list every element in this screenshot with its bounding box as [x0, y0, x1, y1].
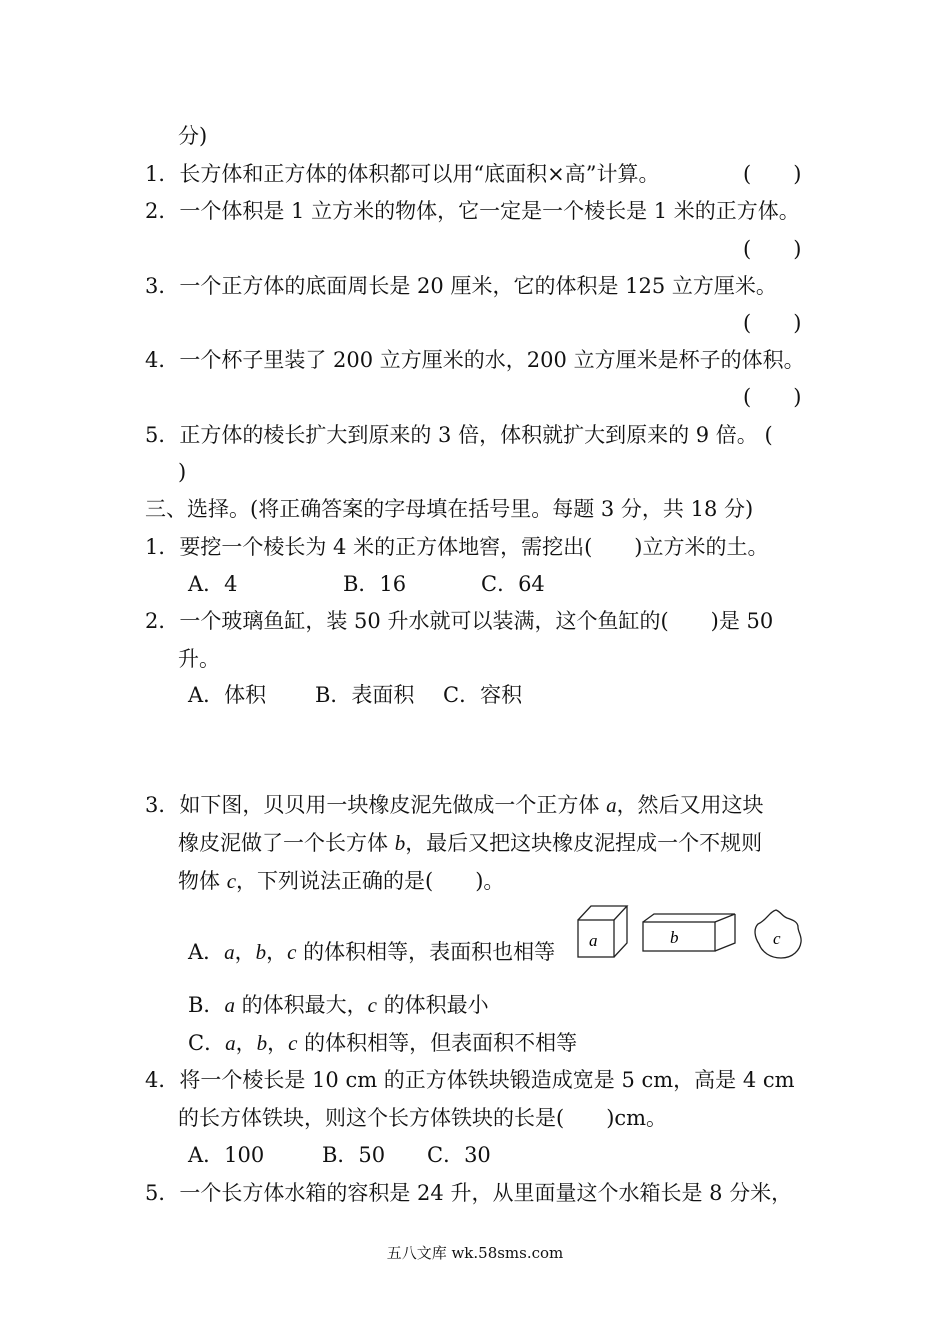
label-c: c [773, 929, 781, 948]
question-number: 2． [145, 199, 180, 223]
question-text: 一个玻璃鱼缸，装 50 升水就可以装满，这个鱼缸的( )是 50 [179, 609, 774, 633]
question-number: 1． [145, 162, 180, 186]
question-number: 4． [145, 348, 180, 372]
question-text: ，然后又用这块 [616, 793, 764, 817]
answer-paren: ( ) [743, 311, 802, 335]
answer-paren: ( ) [743, 162, 802, 186]
question-text: 一个正方体的底面周长是 20 厘米，它的体积是 125 立方厘米。 [179, 274, 777, 298]
separator: ， [267, 1031, 289, 1055]
option-b: B．50 [322, 1143, 386, 1167]
option-a: A．体积 [188, 683, 267, 707]
question-text: ，下列说法正确的是( )。 [236, 869, 505, 893]
separator: ， [235, 1031, 257, 1055]
option-label: C． [188, 1031, 226, 1055]
cube-a-figure [578, 906, 627, 957]
choice-q4 [145, 1066, 795, 1094]
option-c: C．容积 [443, 683, 523, 707]
question-text: 长方体和正方体的体积都可以用“底面积×高”计算。 [179, 162, 660, 186]
separator: ， [234, 940, 256, 964]
question-text: 一个长方体水箱的容积是 24 升，从里面量这个水箱长是 8 分米， [179, 1181, 793, 1205]
option-c: C．30 [427, 1143, 491, 1167]
option-label: B． [188, 993, 225, 1017]
option-a: A．100 [188, 1143, 265, 1167]
page-footer: 五八文库 wk.58sms.com [386, 1244, 564, 1262]
judge-q3 [145, 272, 777, 300]
option-b: B．表面积 [315, 683, 415, 707]
variable: c [367, 993, 377, 1017]
option-label: A． [188, 940, 225, 964]
option-a [188, 938, 555, 966]
label-a: a [589, 931, 598, 950]
question-text-continued [178, 829, 762, 857]
section-heading: 三、选择。(将正确答案的字母填在括号里。每题 3 分，共 18 分) [145, 497, 754, 521]
question-text: 将一个棱长是 10 cm 的正方体铁块锻造成宽是 5 cm，高是 4 cm [179, 1068, 795, 1092]
question-number: 4． [145, 1068, 180, 1092]
label-b: b [670, 928, 679, 947]
continuation-text: 分) [178, 124, 208, 148]
option-b [188, 991, 489, 1019]
question-text: 如下图，贝贝用一块橡皮泥先做成一个正方体 [179, 793, 607, 817]
question-number: 2． [145, 609, 180, 633]
variable: b [255, 940, 267, 964]
option-c: C．64 [481, 572, 545, 596]
question-number: 1． [145, 535, 180, 559]
choice-q1 [145, 533, 768, 561]
question-text: 一个体积是 1 立方米的物体，它一定是一个棱长是 1 米的正方体。 [179, 199, 800, 223]
option-text: 的体积最大， [234, 993, 368, 1017]
question-number: 5． [145, 1181, 180, 1205]
question-text-continued: 升。 [178, 647, 220, 671]
choice-q2 [145, 607, 773, 635]
question-number: 3． [145, 274, 180, 298]
question-number: 3． [145, 793, 180, 817]
choice-q5 [145, 1179, 792, 1207]
variable: b [394, 831, 406, 855]
choice-q3 [145, 791, 764, 819]
option-text: 的体积相等，但表面积不相等 [297, 1031, 578, 1055]
question-text: ，最后又把这块橡皮泥捏成一个不规则 [405, 831, 763, 855]
judge-q4 [145, 346, 805, 374]
judge-q2 [145, 197, 800, 225]
option-b: B．16 [343, 572, 407, 596]
variable: a [606, 793, 617, 817]
variable: c [288, 1031, 298, 1055]
variable: c [226, 869, 237, 893]
question-text: 要挖一个棱长为 4 米的正方体地窖，需挖出( )立方米的土。 [179, 535, 769, 559]
cuboid-b-figure [643, 914, 735, 951]
answer-paren: ( ) [743, 237, 802, 261]
separator: ， [266, 940, 288, 964]
question-text-continued [178, 867, 504, 895]
shapes-figure [572, 900, 812, 970]
option-text: 的体积最小 [376, 993, 489, 1017]
variable: b [256, 1031, 268, 1055]
judge-q5 [145, 421, 773, 449]
option-c [188, 1029, 577, 1057]
variable: a [224, 940, 235, 964]
variable: c [287, 940, 297, 964]
question-text-continued: 的长方体铁块，则这个长方体铁块的长是( )cm。 [178, 1106, 668, 1130]
question-text-continued: ) [178, 460, 187, 484]
variable: a [225, 1031, 236, 1055]
question-text: 正方体的棱长扩大到原来的 3 倍，体积就扩大到原来的 9 倍。 ( [179, 423, 773, 447]
answer-paren: ( ) [743, 385, 802, 409]
question-text: 物体 [178, 869, 227, 893]
question-text: 橡皮泥做了一个长方体 [178, 831, 395, 855]
variable: a [224, 993, 235, 1017]
option-a: A．4 [188, 572, 238, 596]
judge-q1 [145, 160, 659, 188]
question-text: 一个杯子里装了 200 立方厘米的水，200 立方厘米是杯子的体积。 [179, 348, 805, 372]
option-text: 的体积相等，表面积也相等 [296, 940, 556, 964]
question-number: 5． [145, 423, 180, 447]
